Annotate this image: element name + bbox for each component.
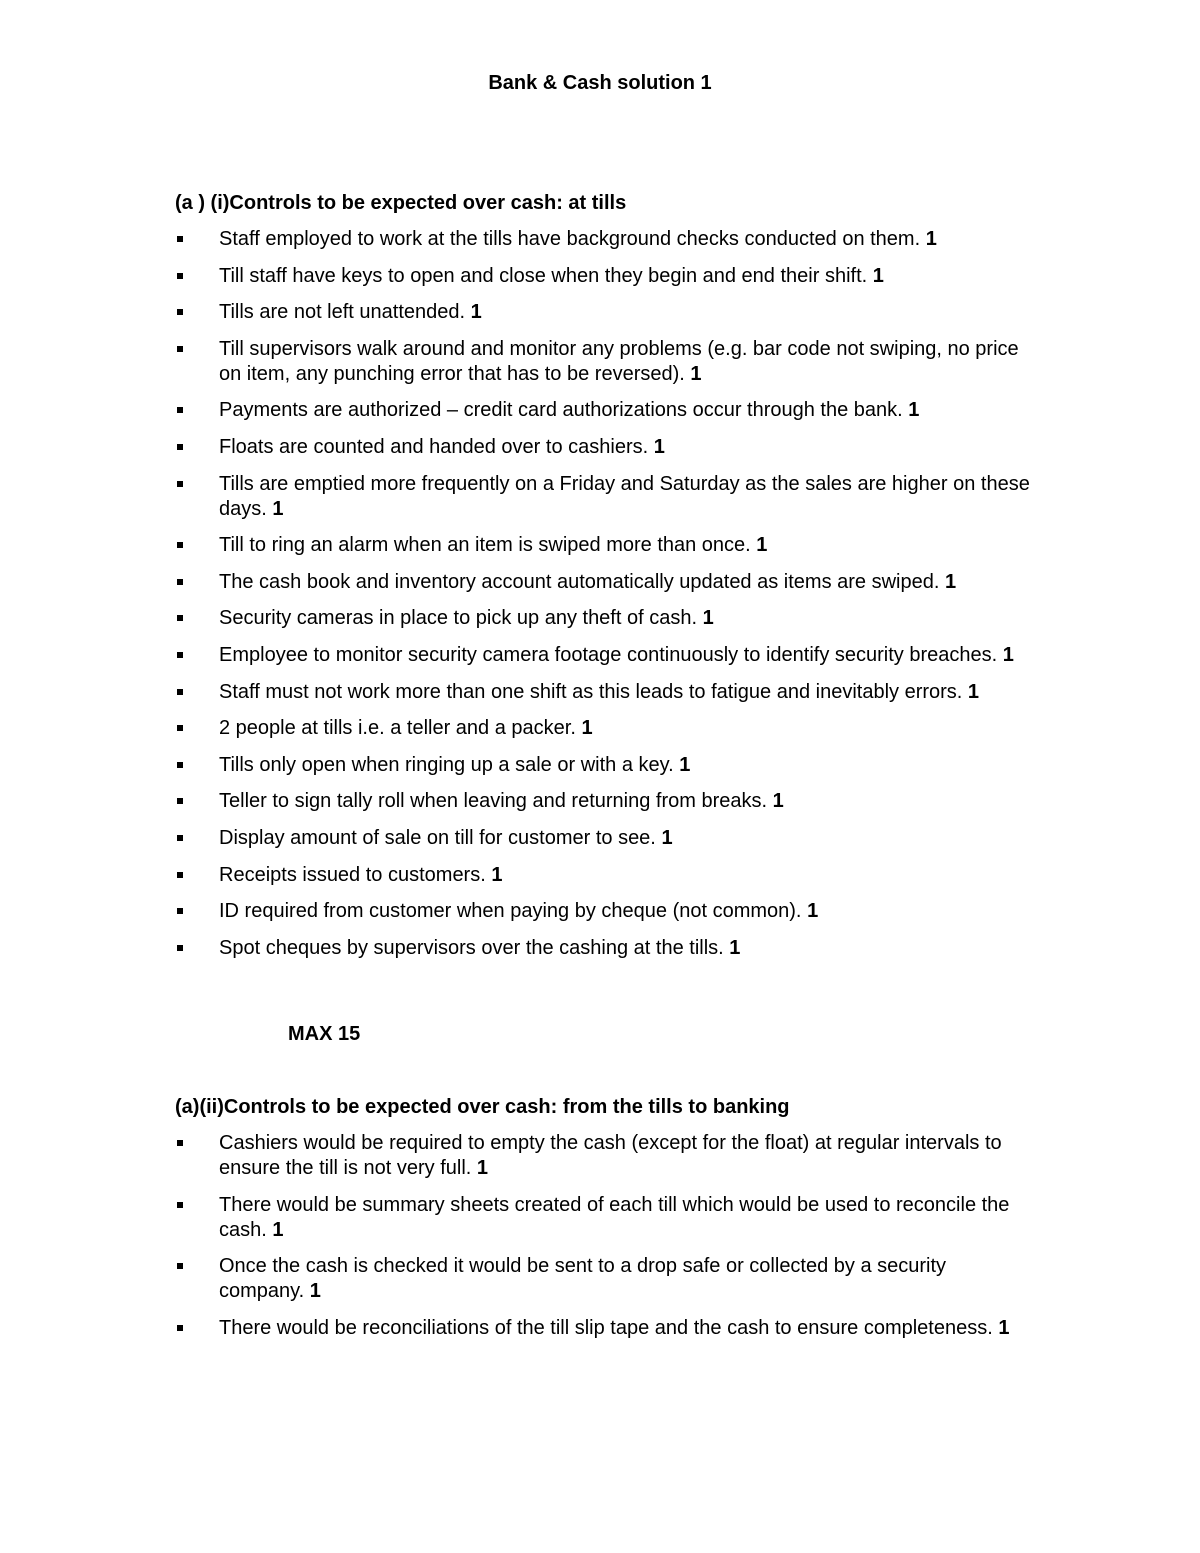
mark-value: 1	[729, 936, 741, 959]
max-marks-label: MAX 15	[288, 1023, 361, 1045]
mark-value: 1	[807, 900, 819, 923]
section-heading-a-ii: (a)(ii)Controls to be expected over cash: from the tills to banking	[175, 1096, 790, 1118]
list-item-text: Tills are emptied more frequently on a Friday and Saturday as the sales are higher on these days.	[219, 472, 1030, 520]
list-item	[175, 643, 1035, 668]
mark-value: 1	[272, 1218, 284, 1241]
list-item-text: 2 people at tills i.e. a teller and a packer.	[219, 717, 576, 740]
list-item	[175, 300, 1035, 325]
list-item	[175, 227, 1035, 252]
square-bullet-icon	[177, 542, 183, 548]
mark-value: 1	[661, 826, 673, 849]
square-bullet-icon	[177, 945, 183, 951]
list-item	[175, 472, 1035, 522]
square-bullet-icon	[177, 615, 183, 621]
mark-value: 1	[967, 680, 980, 703]
mark-value: 1	[690, 362, 702, 385]
list-item-text: Receipts issued to customers.	[219, 863, 486, 886]
list-item	[175, 264, 1035, 289]
mark-value: 1	[476, 1157, 489, 1179]
square-bullet-icon	[177, 1325, 183, 1331]
list-item-text: Teller to sign tally roll when leaving and returning from breaks.	[219, 790, 768, 813]
mark-value: 1	[772, 790, 784, 813]
list-item-text: Security cameras in place to pick up any theft of cash.	[219, 607, 698, 630]
mark-value: 1	[272, 497, 284, 520]
list-item	[175, 863, 1035, 888]
square-bullet-icon	[177, 872, 183, 878]
controls-at-tills-list	[175, 227, 1035, 972]
square-bullet-icon	[177, 689, 183, 695]
list-item-text: Tills only open when ringing up a sale or with a key.	[219, 753, 674, 776]
list-item	[175, 936, 1035, 961]
section-heading-a-i: (a ) (i)Controls to be expected over cash: at tills	[175, 192, 627, 214]
list-item	[175, 1254, 1035, 1304]
square-bullet-icon	[177, 1202, 183, 1208]
list-item-text: Staff employed to work at the tills have background checks conducted on them.	[219, 228, 921, 250]
list-item	[175, 899, 1035, 924]
square-bullet-icon	[177, 236, 183, 242]
square-bullet-icon	[177, 309, 183, 315]
mark-value: 1	[908, 399, 920, 422]
list-item-text: Spot cheques by supervisors over the cashing at the tills.	[219, 936, 724, 959]
mark-value: 1	[1002, 643, 1014, 666]
list-item-text: There would be reconciliations of the till slip tape and the cash to ensure completeness.	[219, 1316, 993, 1339]
list-item	[175, 716, 1035, 741]
square-bullet-icon	[177, 346, 183, 352]
square-bullet-icon	[177, 579, 183, 585]
list-item-text: Employee to monitor security camera footage continuously to identify security breaches.	[219, 643, 998, 666]
list-item	[175, 606, 1035, 631]
list-item-text: Tills are not left unattended.	[219, 301, 466, 324]
list-item-text: Floats are counted and handed over to cashiers.	[219, 435, 649, 458]
list-item-text: There would be summary sheets created of each till which would be used to reconcile the cash.	[219, 1193, 1010, 1241]
list-item	[175, 533, 1035, 558]
list-item-text: Staff must not work more than one shift as this leads to fatigue and inevitably errors.	[219, 680, 963, 703]
square-bullet-icon	[177, 762, 183, 768]
list-item-text: Payments are authorized – credit card authorizations occur through the bank.	[219, 399, 903, 422]
list-item	[175, 435, 1035, 460]
list-item	[175, 789, 1035, 814]
square-bullet-icon	[177, 444, 183, 450]
list-item	[175, 398, 1035, 423]
list-item-text: Display amount of sale on till for customer to see.	[219, 826, 656, 849]
square-bullet-icon	[177, 481, 183, 487]
list-item-text: ID required from customer when paying by cheque (not common).	[219, 900, 802, 923]
mark-value: 1	[998, 1316, 1010, 1339]
list-item	[175, 570, 1035, 595]
mark-value: 1	[872, 264, 884, 287]
square-bullet-icon	[177, 1140, 183, 1146]
square-bullet-icon	[177, 273, 183, 279]
mark-value: 1	[581, 717, 593, 740]
square-bullet-icon	[177, 1263, 183, 1269]
mark-value: 1	[309, 1280, 321, 1303]
list-item-text: Till supervisors walk around and monitor any problems (e.g. bar code not swiping, no price on item, any punching error that has to be reversed).	[219, 337, 1019, 385]
square-bullet-icon	[177, 725, 183, 731]
list-item-text: The cash book and inventory account automatically updated as items are swiped.	[219, 570, 940, 593]
list-item-text: Till to ring an alarm when an item is swiped more than once.	[219, 534, 751, 557]
list-item-text: Once the cash is checked it would be sent to a drop safe or collected by a security company.	[219, 1255, 947, 1303]
list-item	[175, 753, 1035, 778]
controls-tills-to-banking-list	[175, 1131, 1035, 1352]
square-bullet-icon	[177, 835, 183, 841]
list-item	[175, 1193, 1035, 1243]
mark-value: 1	[944, 570, 957, 593]
square-bullet-icon	[177, 652, 183, 658]
mark-value: 1	[653, 435, 665, 458]
list-item	[175, 1131, 1035, 1181]
mark-value: 1	[756, 534, 768, 557]
square-bullet-icon	[177, 407, 183, 413]
list-item	[175, 826, 1035, 851]
mark-value: 1	[470, 301, 482, 324]
mark-value: 1	[491, 863, 503, 886]
document-title: Bank & Cash solution 1	[488, 72, 712, 94]
square-bullet-icon	[177, 798, 183, 804]
list-item-text: Till staff have keys to open and close when they begin and end their shift.	[219, 264, 868, 287]
mark-value: 1	[925, 228, 937, 250]
mark-value: 1	[679, 753, 691, 776]
list-item	[175, 680, 1035, 705]
list-item-text: Cashiers would be required to empty the cash (except for the float) at regular intervals to ensure the till is not very full.	[219, 1132, 1002, 1179]
mark-value: 1	[702, 607, 714, 630]
list-item	[175, 1316, 1035, 1341]
square-bullet-icon	[177, 908, 183, 914]
list-item	[175, 337, 1035, 387]
